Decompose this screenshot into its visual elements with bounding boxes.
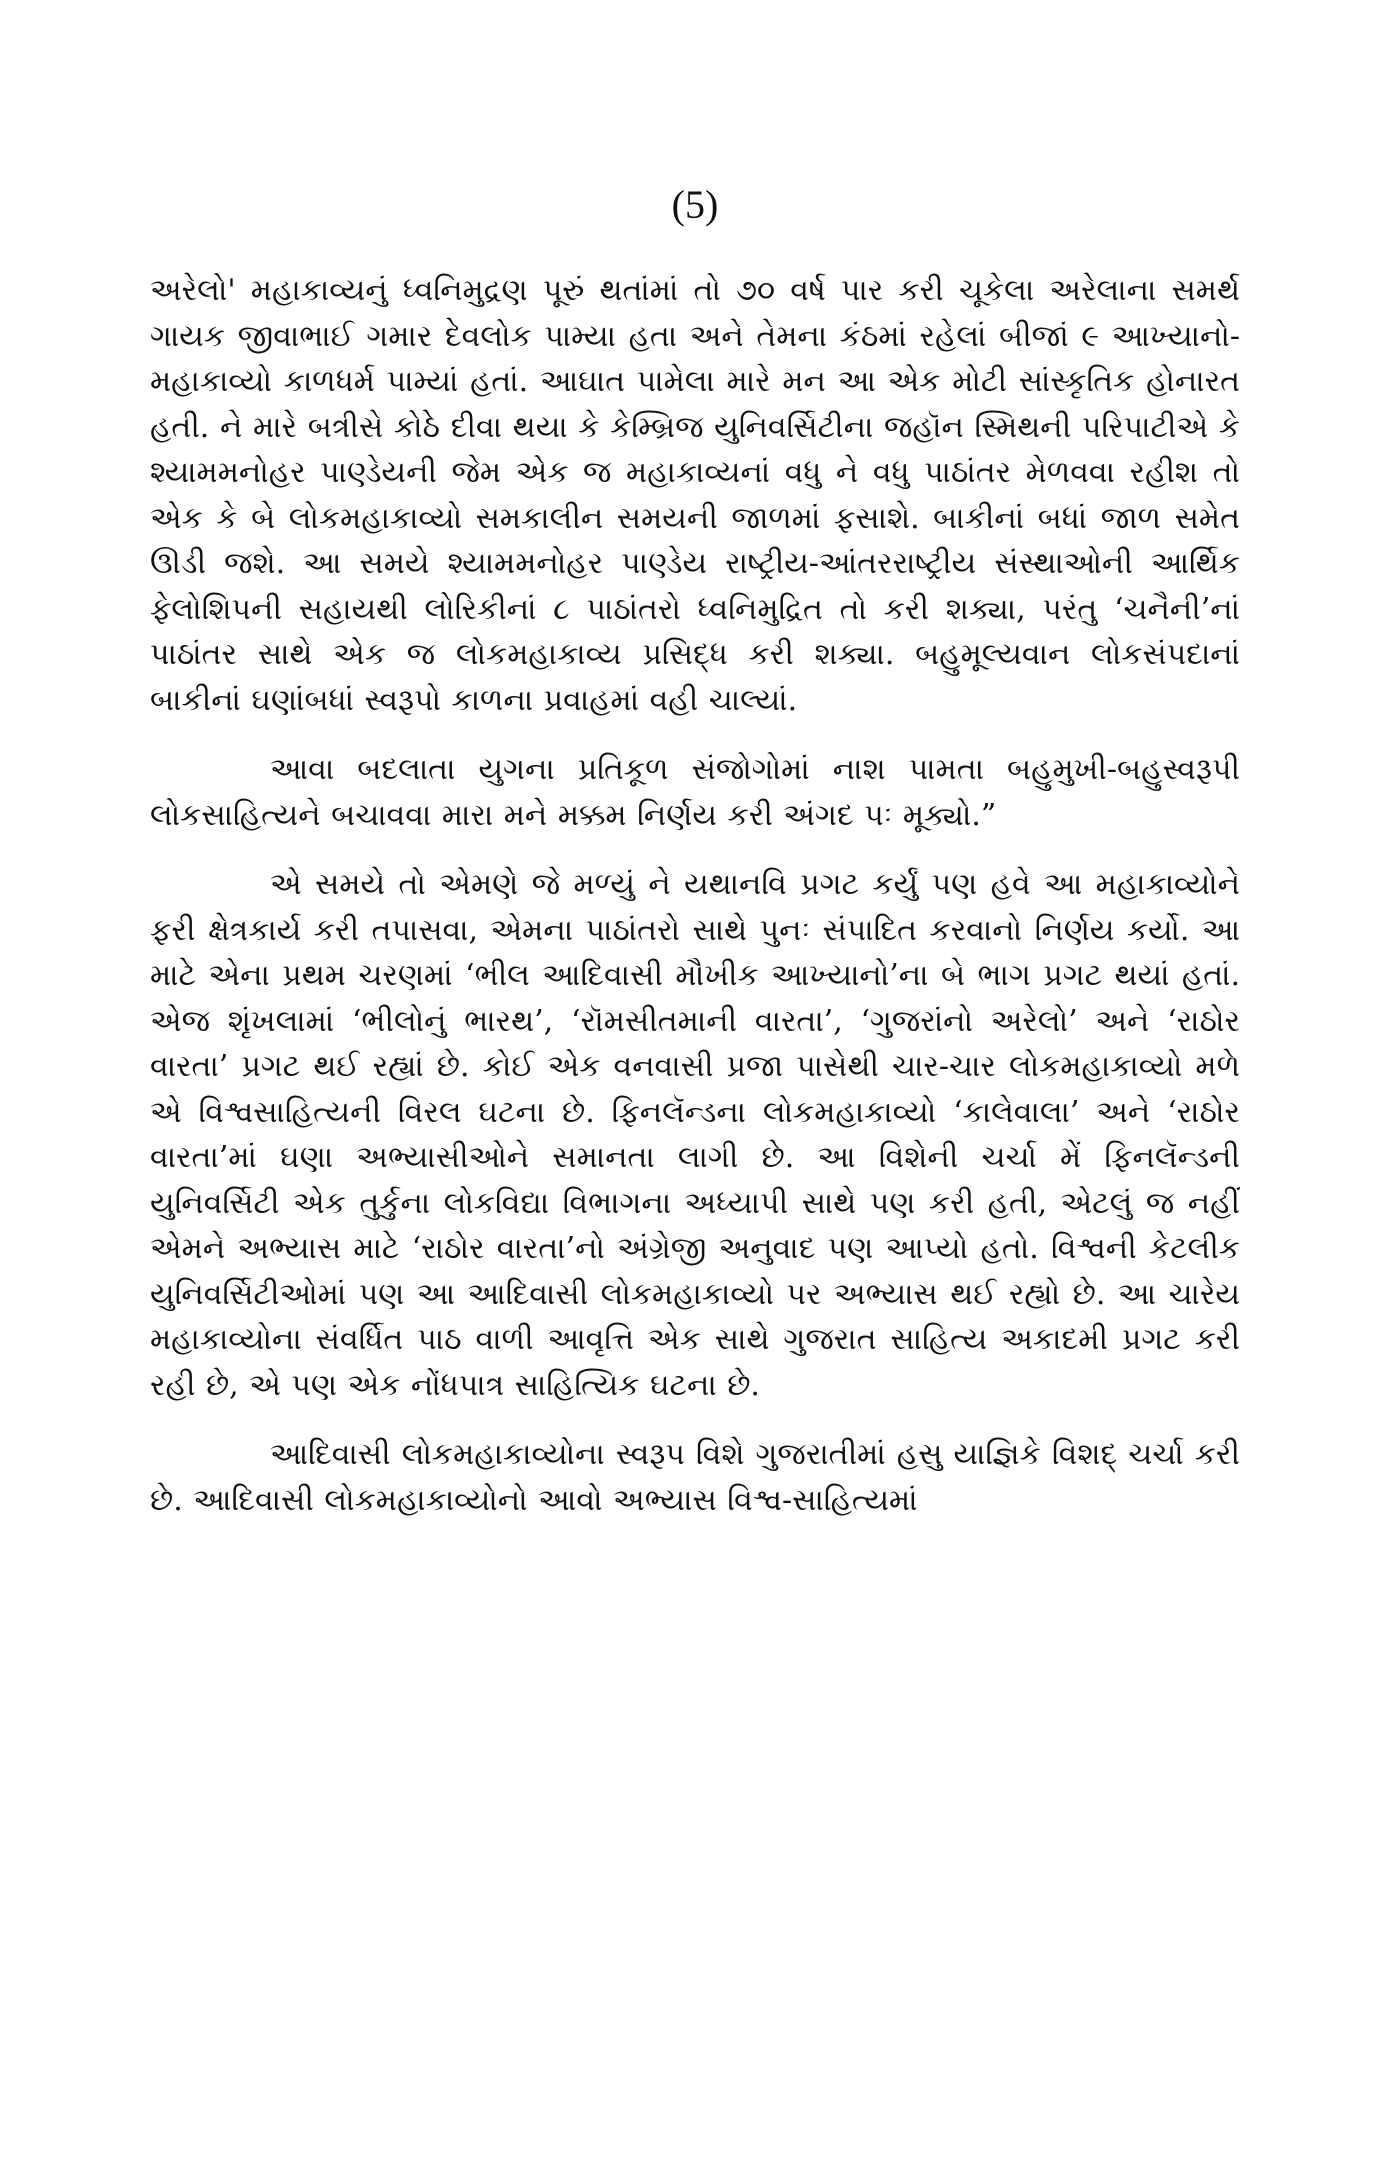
page-number: (5) <box>671 182 719 227</box>
paragraph-3: એ સમયે તો એમણે જે મળ્યું ને યથાનવિ પ્રગટ કર્યું પણ હવે આ મહાકાવ્યોને ફરી ક્ષેત્રકાર્ય કરી તપાસવા, એમના પાઠાંતરો સાથે પુનઃ સંપાદિત કરવાનો નિર્ણય કર્યો. આ માટે એના પ્રથમ ચરણમાં ‘ભીલ આદિવાસી મૌખીક આખ્યાનો’ના બે ભાગ પ્રગટ થયાં હતાં. એજ શૃંખલામાં ‘ભીલોનું ભારથ’, ‘રૉમસીતમાની વારતા’, ‘ગુજરાંનો અરેલો’ અને ‘રાઠોર વારતા’ પ્રગટ થઈ રહ્યાં છે. કોઈ એક વનવાસી પ્રજા પાસેથી ચાર-ચાર લોકમહાકાવ્યો મળે એ વિશ્વસાહિત્યની વિરલ ઘટના છે. ફિનલૅન્ડના લોકમહાકાવ્યો ‘કાલેવાલા’ અને ‘રાઠોર વારતા’માં ઘણા અભ્યાસીઓને સમાનતા લાગી છે. આ વિશેની ચર્ચા મેં ફિનલૅન્ડની યુનિવર્સિટી એક તુર્કુના લોકવિદ્યા વિભાગના અધ્યાપી સાથે પણ કરી હતી, એટલું જ નહીં એમને અભ્યાસ માટે ‘રાઠોર વારતા’નો અંગ્રેજી અનુવાદ પણ આપ્યો હતો. વિશ્વની કેટલીક યુનિવર્સિટીઓમાં પણ આ આદિવાસી લોકમહાકાવ્યો પર અભ્યાસ થઈ રહ્યો છે. આ ચારેય મહાકાવ્યોના સંવર્ધિત પાઠ વાળી આવૃત્તિ એક સાથે ગુજરાત સાહિત્ય અકાદમી પ્રગટ કરી રહી છે, એ પણ એક નોંધપાત્ર સાહિત્યિક ઘટના છે. <box>150 867 1240 1403</box>
paragraph-4: આદિવાસી લોકમહાકાવ્યોના સ્વરૂપ વિશે ગુજરાતીમાં હસુ યાજ્ઞિકે વિશદ્ ચર્ચા કરી છે. આદિવાસી લોકમહાકાવ્યોનો આવો અભ્યાસ વિશ્વ-સાહિત્યમાં <box>150 1437 1240 1518</box>
paragraph-2: આવા બદલાતા યુગના પ્રતિકૂળ સંજોગોમાં નાશ પામતા બહુમુખી-બહુસ્વરૂપી લોકસાહિત્યને બચાવવા મારા મને મક્કમ નિર્ણય કરી અંગદ પઃ મૂક્યો.” <box>150 752 1240 833</box>
paragraph-1: અરેલો' મહાકાવ્યનું ધ્વનિમુદ્રણ પૂરું થતાંમાં તો ૭૦ વર્ષ પાર કરી ચૂકેલા અરેલાના સમર્થ ગાયક જીવાભાઈ ગમાર દેવલોક પામ્યા હતા અને તેમના કંઠમાં રહેલાં બીજાં ૯ આખ્યાનો-મહાકાવ્યો કાળધર્મ પામ્યાં હતાં. આઘાત પામેલા મારે મન આ એક મોટી સાંસ્કૃતિક હોનારત હતી. ને મારે બત્રીસે કોઠે દીવા થયા કે કેમ્બ્રિજ યુનિવર્સિટીના જહૉન સ્મિથની પરિપાટીએ કે શ્યામમનોહર પાણ્ડેયની જેમ એક જ મહાકાવ્યનાં વધુ ને વધુ પાઠાંતર મેળવવા રહીશ તો એક કે બે લોકમહાકાવ્યો સમકાલીન સમયની જાળમાં ફસાશે. બાકીનાં બધાં જાળ સમેત ઊડી જશે. આ સમયે શ્યામમનોહર પાણ્ડેય રાષ્ટ્રીય-આંતરરાષ્ટ્રીય સંસ્થાઓની આર્થિક ફેલોશિપની સહાયથી લોરિકીનાં ૮ પાઠાંતરો ધ્વનિમુદ્રિત તો કરી શક્યા, પરંતુ ‘ચનૈની’નાં પાઠાંતર સાથે એક જ લોકમહાકાવ્ય પ્રસિદ્ધ કરી શક્યા. બહુમૂલ્યવાન લોકસંપદાનાં બાકીનાં ઘણાંબધાં સ્વરૂપો કાળના પ્રવાહમાં વહી ચાલ્યાં. <box>150 273 1240 718</box>
document-page <box>150 180 1240 1547</box>
